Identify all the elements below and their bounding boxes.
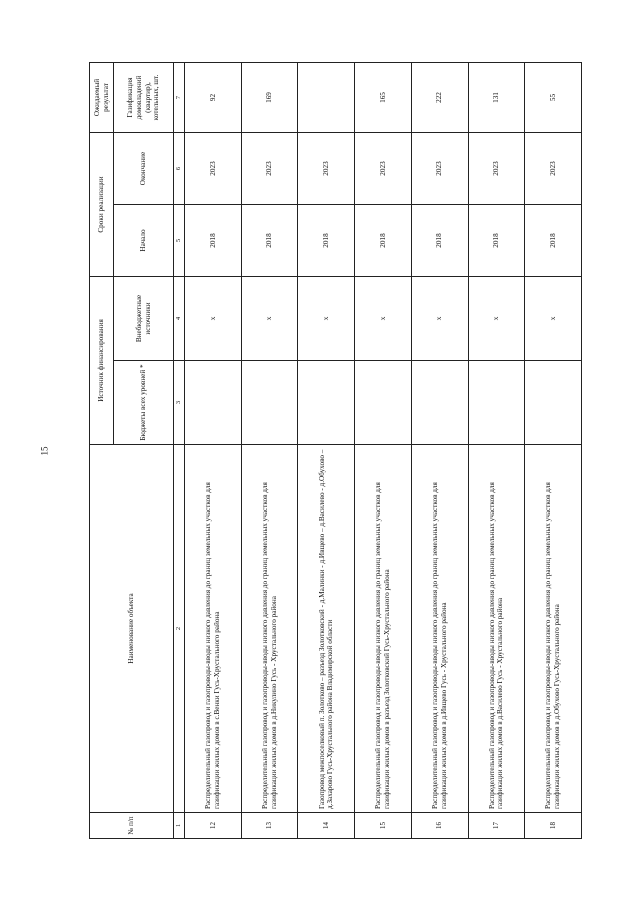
end-year: 2023 [411, 133, 468, 205]
table-row [468, 63, 525, 839]
column-number: 6 [174, 133, 185, 205]
budget-cell [241, 361, 298, 445]
start-year: 2018 [411, 205, 468, 277]
offbudget-cell: x [355, 277, 412, 361]
budget-cell [411, 361, 468, 445]
start-year: 2018 [468, 205, 525, 277]
row-number: 16 [411, 813, 468, 839]
result-count: 131 [468, 63, 525, 133]
result-count: 222 [411, 63, 468, 133]
column-number: 1 [174, 813, 185, 839]
document-sheet [89, 63, 582, 839]
object-name: Газопровод межпоселковый п. Золотково – разъезд Золотковский - д.Малинки - д.Ивщево – д.Василево - д.Обухово – д.Захарово Гусь-Хрустального района Владимирской области [298, 445, 355, 813]
offbudget-cell: x [241, 277, 298, 361]
header-start: Начало [114, 205, 174, 277]
end-year: 2023 [298, 133, 355, 205]
result-count: 169 [241, 63, 298, 133]
column-number: 7 [174, 63, 185, 133]
header-num: № п/п [90, 813, 174, 839]
header-end: Окончание [114, 133, 174, 205]
offbudget-cell: x [185, 277, 242, 361]
budget-cell [298, 361, 355, 445]
page-number: 15 [39, 446, 50, 456]
result-count: 165 [355, 63, 412, 133]
offbudget-cell: x [298, 277, 355, 361]
row-number: 12 [185, 813, 242, 839]
end-year: 2023 [525, 133, 582, 205]
column-number: 2 [174, 445, 185, 813]
start-year: 2018 [355, 205, 412, 277]
object-name: Распределительный газопровод и газопроводы-вводы низкого давления до границ земельных участков для газификации жилых домов в с.Венки Гусь-Хрустального района [185, 445, 242, 813]
header-terms: Сроки реализации [90, 133, 114, 277]
end-year: 2023 [468, 133, 525, 205]
result-count: 55 [525, 63, 582, 133]
row-number: 17 [468, 813, 525, 839]
start-year: 2018 [525, 205, 582, 277]
offbudget-cell: x [468, 277, 525, 361]
object-name: Распределительный газопровод и газопроводы-вводы низкого давления до границ земельных участков для газификации жилых домов в разъезд Золотковский Гусь-Хрустального района [355, 445, 412, 813]
start-year: 2018 [241, 205, 298, 277]
row-number: 14 [298, 813, 355, 839]
result-count [298, 63, 355, 133]
row-number: 18 [525, 813, 582, 839]
budget-cell [185, 361, 242, 445]
offbudget-cell: x [411, 277, 468, 361]
row-number: 15 [355, 813, 412, 839]
start-year: 2018 [298, 205, 355, 277]
column-number: 5 [174, 205, 185, 277]
table-row [241, 63, 298, 839]
header-funding: Источник финансирования [90, 277, 114, 445]
budget-cell [355, 361, 412, 445]
table-row [525, 63, 582, 839]
object-name: Распределительный газопровод и газопроводы-вводы низкого давления до границ земельных участков для газификации жилых домов в д.Никулино Гусь - Хрустального района [241, 445, 298, 813]
budget-cell [525, 361, 582, 445]
column-number: 4 [174, 277, 185, 361]
table-row [355, 63, 412, 839]
table-row [185, 63, 242, 839]
offbudget-cell: x [525, 277, 582, 361]
header-offbudget: Внебюджетные источники [114, 277, 174, 361]
objects-table [89, 62, 582, 839]
object-name: Распределительный газопровод и газопроводы-вводы низкого давления до границ земельных участков для газификации жилых домов в д.Ивщево Гусь - Хрустального района [411, 445, 468, 813]
header-gasification: Газификация домовладений (квартир), котельных, шт. [114, 63, 174, 133]
table-row [298, 63, 355, 839]
end-year: 2023 [355, 133, 412, 205]
header-expected: Ожидаемый результат [90, 63, 114, 133]
budget-cell [468, 361, 525, 445]
end-year: 2023 [185, 133, 242, 205]
object-name: Распределительный газопровод и газопроводы-вводы низкого давления до границ земельных участков для газификации жилых домов в д.Обухово Гусь-Хрустального района [525, 445, 582, 813]
start-year: 2018 [185, 205, 242, 277]
column-number-row [174, 63, 185, 839]
row-number: 13 [241, 813, 298, 839]
header-name: Наименование объекта [90, 445, 174, 813]
object-name: Распределительный газопровод и газопроводы-вводы низкого давления до границ земельных участков для газификации жилых домов в д.Василево Гусь - Хрустального района [468, 445, 525, 813]
header-budget: Бюджеты всех уровней * [114, 361, 174, 445]
column-number: 3 [174, 361, 185, 445]
table-row [411, 63, 468, 839]
end-year: 2023 [241, 133, 298, 205]
result-count: 92 [185, 63, 242, 133]
